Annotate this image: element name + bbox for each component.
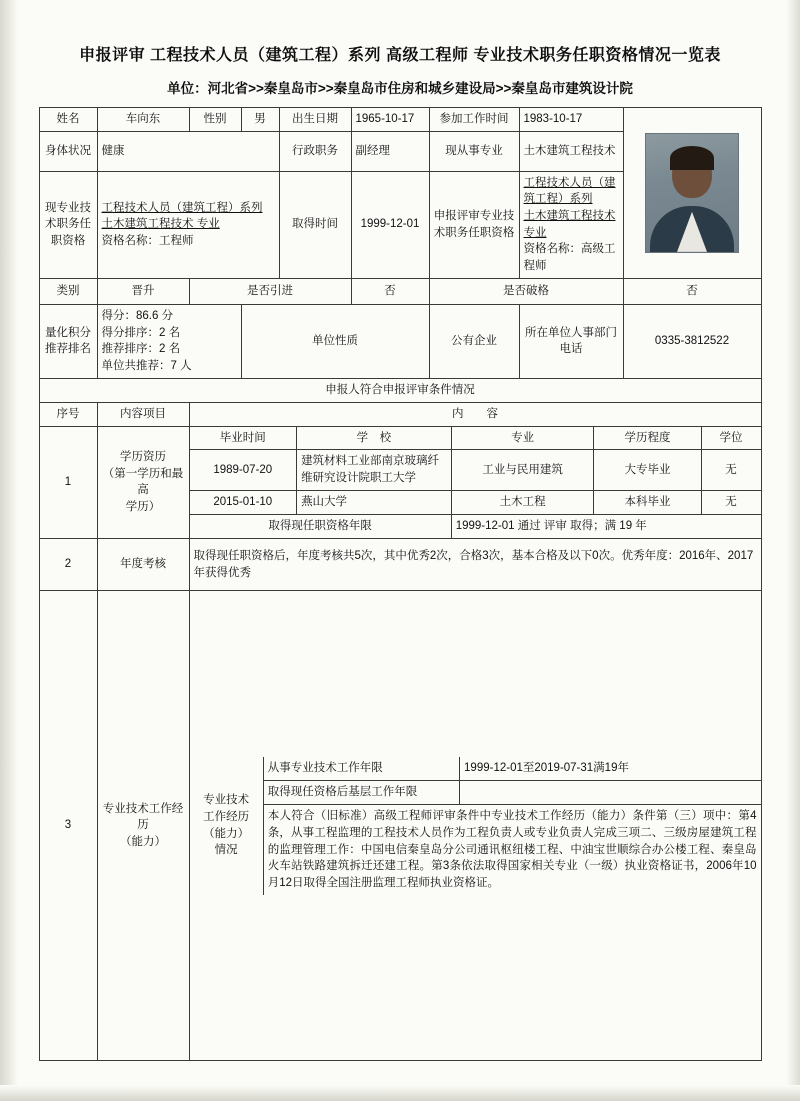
experience-after-cert-row — [190, 781, 761, 805]
experience-body-row — [190, 805, 761, 895]
col-header-no: 序号 — [39, 402, 97, 426]
health-value: 健康 — [97, 131, 279, 171]
introduce-value: 否 — [351, 278, 429, 304]
qualification-cert-name: 资格名称：工程师 — [101, 235, 194, 248]
health-label: 身体状况 — [39, 131, 97, 171]
education-record-row — [190, 450, 761, 490]
row-annual-assessment — [39, 539, 761, 591]
experience-body-text: 本人符合（旧标准）高级工程师评审条件中专业技术工作经历（能力）条件第（三）项中：第4条，从事工程监理的工程技术人员作为工程负责人或专业负责人完成三项二、三级房屋建筑工程的监理管理工作：中国电信秦皇岛分公司通讯枢纽楼工程、中油宝世顺综合办公楼工程、秦皇岛火车站铁路建筑拆迁还建工程。第3条依法取得国家相关专业（一级）执业资格证书，2006年10月12日取得全国注册监理工程师执业资格证。 — [263, 805, 760, 895]
main-form-table — [39, 107, 762, 1061]
education-degree-level: 本科毕业 — [594, 490, 701, 514]
experience-sub-item — [190, 757, 264, 895]
admin-post-value: 副经理 — [351, 131, 429, 171]
experience-item-line1: 专业技术工作经历 — [102, 802, 184, 832]
education-record-row — [190, 490, 761, 514]
col-header-content: 内 容 — [189, 402, 761, 426]
obtain-time-label: 取得时间 — [279, 171, 351, 278]
qualification-years-value: 1999-12-01 通过 评审 取得；满 19 年 — [451, 514, 760, 538]
row-section-header — [39, 378, 761, 402]
hr-phone-value: 0335-3812522 — [623, 304, 761, 378]
introduce-label: 是否引进 — [189, 278, 351, 304]
education-no: 1 — [39, 426, 97, 539]
experience-work-years-row — [190, 757, 761, 781]
score-label-line2: 推荐排名 — [45, 343, 91, 356]
experience-sub-table-cell — [189, 591, 761, 1061]
experience-sub-table — [190, 757, 761, 895]
education-major: 工业与民用建筑 — [451, 450, 594, 490]
education-sub-table — [190, 427, 761, 539]
apply-series: 工程技术人员（建筑工程）系列 — [523, 176, 616, 206]
education-school: 燕山大学 — [297, 490, 452, 514]
col-header-item: 内容项目 — [97, 402, 189, 426]
work-start-label: 参加工作时间 — [429, 108, 519, 132]
education-item-line2: （第一学历和最高 — [102, 467, 184, 497]
name-value: 车向东 — [97, 108, 189, 132]
experience-sub-item-line2: 工作经历 — [203, 811, 250, 824]
assessment-item: 年度考核 — [97, 539, 189, 591]
education-major: 土木工程 — [451, 490, 594, 514]
after-cert-value — [460, 781, 761, 805]
row-table-head — [39, 402, 761, 426]
section-header: 申报人符合申报评审条件情况 — [39, 378, 761, 402]
education-degree-level: 大专毕业 — [594, 450, 701, 490]
education-col-degree: 学位 — [701, 427, 760, 450]
qualification-series: 工程技术人员（建筑工程）系列 — [101, 201, 263, 214]
current-major-label: 现从事专业 — [429, 131, 519, 171]
education-years-row — [190, 514, 761, 538]
applicant-photo — [623, 108, 761, 279]
exception-label: 是否破格 — [429, 278, 623, 304]
current-qualification-detail — [97, 171, 279, 278]
category-value: 晋升 — [97, 278, 189, 304]
row-work-experience — [39, 591, 761, 1061]
education-col-degree-level: 学历程度 — [594, 427, 701, 450]
work-years-value: 1999-12-01至2019-07-31满19年 — [460, 757, 761, 781]
scan-edge-bottom — [0, 1085, 800, 1101]
exception-value: 否 — [623, 278, 761, 304]
after-cert-label: 取得现任资格后基层工作年限 — [263, 781, 459, 805]
row-category — [39, 278, 761, 304]
unit-nature-label: 单位性质 — [241, 304, 429, 378]
work-start-value: 1983-10-17 — [519, 108, 623, 132]
unit-nature-value: 公有企业 — [429, 304, 519, 378]
experience-sub-item-line1: 专业技术 — [203, 794, 250, 807]
current-major-value: 土木建筑工程技术 — [519, 131, 623, 171]
education-item-line3: 学历） — [125, 501, 161, 514]
education-degree: 无 — [701, 490, 760, 514]
gender-label: 性别 — [189, 108, 241, 132]
education-item-line1: 学历资历 — [120, 451, 166, 464]
assessment-no: 2 — [39, 539, 97, 591]
apply-cert-name: 资格名称：高级工程师 — [523, 243, 616, 273]
admin-post-label: 行政职务 — [279, 131, 351, 171]
education-item — [97, 426, 189, 539]
score-detail — [97, 304, 241, 378]
scan-edge-right — [786, 0, 800, 1101]
unit-total-line: 单位共推荐：7 人 — [101, 359, 192, 372]
assessment-text: 取得现任职资格后，年度考核共5次，其中优秀2次，合格3次，基本合格及以下0次。优秀年度：2016年、2017年获得优秀 — [189, 539, 761, 591]
obtain-time-value: 1999-12-01 — [351, 171, 429, 278]
apply-qualification-label: 申报评审专业技术职务任职资格 — [429, 171, 519, 278]
category-label: 类别 — [39, 278, 97, 304]
unit-line: 单位：河北省>>秦皇岛市>>秦皇岛市住房和城乡建设局>>秦皇岛市建筑设计院 — [167, 81, 633, 96]
qualification-years-label: 取得现任职资格年限 — [190, 514, 452, 538]
education-col-grad-time: 毕业时间 — [190, 427, 297, 450]
hr-phone-label: 所在单位人事部门电话 — [519, 304, 623, 378]
birth-label: 出生日期 — [279, 108, 351, 132]
education-sub-table-cell — [189, 426, 761, 539]
work-years-label: 从事专业技术工作年限 — [263, 757, 459, 781]
row-education — [39, 426, 761, 539]
score-rank-line: 得分排序：2 名 — [101, 326, 181, 339]
qualification-major: 土木建筑工程技术 专业 — [101, 218, 220, 231]
education-grad-time: 2015-01-10 — [190, 490, 297, 514]
experience-item — [97, 591, 189, 1061]
education-head-row — [190, 427, 761, 450]
name-label: 姓名 — [39, 108, 97, 132]
recommend-rank-line: 推荐排序：2 名 — [101, 343, 181, 356]
row-basic-1 — [39, 108, 761, 132]
page-title: 申报评审 工程技术人员（建筑工程）系列 高级工程师 专业技术职务任职资格情况一览表 — [79, 47, 721, 64]
education-col-school: 学 校 — [297, 427, 452, 450]
education-degree: 无 — [701, 450, 760, 490]
education-school: 建筑材料工业部南京玻璃纤维研究设计院职工大学 — [297, 450, 452, 490]
scan-edge-left — [0, 0, 18, 1101]
education-grad-time: 1989-07-20 — [190, 450, 297, 490]
gender-value: 男 — [241, 108, 279, 132]
experience-sub-item-line3: （能力） — [203, 827, 250, 840]
apply-major: 土木建筑工程技术 专业 — [523, 210, 616, 239]
experience-sub-item-line4: 情况 — [214, 844, 238, 857]
score-label-line1: 量化积分 — [45, 326, 91, 339]
score-label — [39, 304, 97, 378]
row-score — [39, 304, 761, 378]
education-col-major: 专业 — [451, 427, 594, 450]
apply-qualification-detail — [519, 171, 623, 278]
birth-value: 1965-10-17 — [351, 108, 429, 132]
current-qualification-label: 现专业技术职务任职资格 — [39, 171, 97, 278]
score-line: 得分：86.6 分 — [101, 309, 174, 322]
experience-item-line2: （能力） — [120, 836, 166, 849]
experience-no: 3 — [39, 591, 97, 1061]
